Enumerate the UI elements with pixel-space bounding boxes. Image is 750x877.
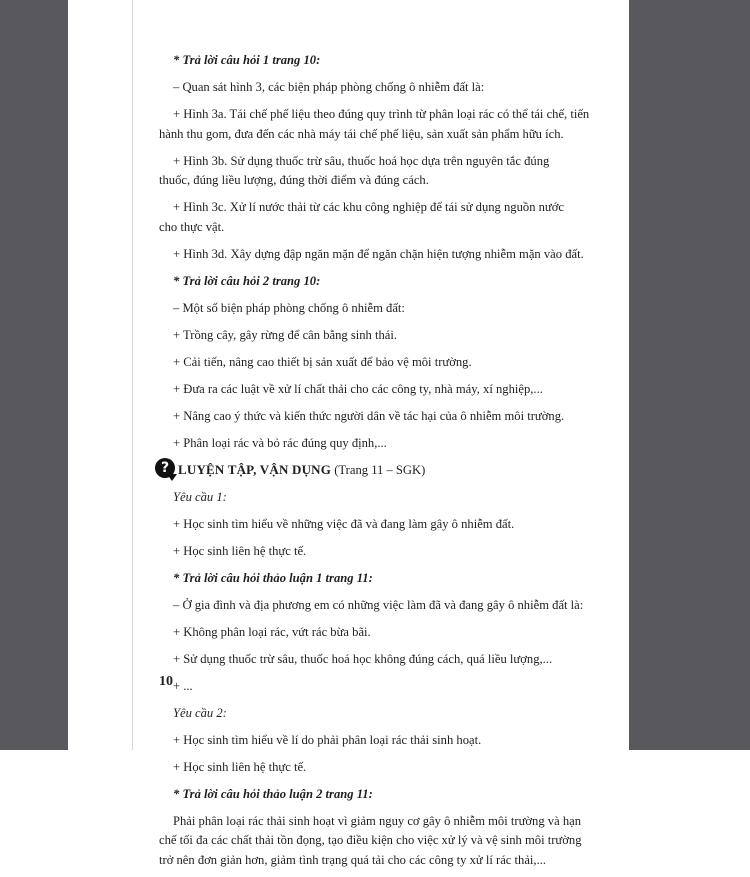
page-number: 10 [159, 674, 173, 689]
text-line: + Hình 3b. Sử dụng thuốc trừ sâu, thuốc hoá học dựa trên nguyên tắc đúng [173, 153, 550, 168]
viewer-frame-left [0, 0, 68, 750]
text-line: cho thực vật. [159, 219, 225, 234]
text-line: – Quan sát hình 3, các biện pháp phòng chống ô nhiễm đất là: [173, 80, 485, 94]
requirement-heading: Yêu cầu 2: [173, 705, 227, 720]
document-page [132, 0, 629, 867]
text-line: + Sử dụng thuốc trừ sâu, thuốc hoá học không đúng cách, quá liều lượng,... [173, 651, 553, 666]
text-line: – Ở gia đình và địa phương em có những việc làm đã và đang gây ô nhiễm đất là: [173, 597, 584, 612]
text-line: + Học sinh liên hệ thực tế. [173, 759, 307, 774]
text-line: thuốc, đúng liều lượng, đúng thời điểm và đúng cách. [159, 173, 429, 187]
answer-heading: * Trả lời câu hỏi 2 trang 10: [173, 273, 321, 288]
text-line: hành thu gom, đưa đến các nhà máy tái chế phế liệu, sản xuất sản phẩm hữu ích. [159, 126, 564, 141]
viewer-frame-right [628, 0, 750, 750]
answer-heading: * Trả lời câu hỏi thảo luận 1 trang 11: [173, 570, 373, 585]
question-bubble-tail-icon [167, 474, 177, 481]
text-line: + Phân loại rác và bỏ rác đúng quy định,... [173, 435, 387, 450]
section-title-text: LUYỆN TẬP, VẬN DỤNG [178, 461, 332, 477]
answer-heading: * Trả lời câu hỏi 1 trang 10: [173, 53, 321, 67]
text-line: + Học sinh liên hệ thực tế. [173, 543, 307, 558]
text-line: + Trồng cây, gây rừng để cân bằng sinh thái. [173, 327, 398, 342]
text-line: + ... [173, 678, 193, 693]
text-line: + Hình 3a. Tái chế phế liệu theo đúng quy trình từ phân loại rác có thể tái chế, tiến [173, 107, 590, 121]
text-line: + Hình 3d. Xây dựng đập ngăn mặn để ngăn chặn hiện tượng nhiễm mặn vào đất. [173, 246, 584, 261]
text-line: + Hình 3c. Xử lí nước thải từ các khu công nghiệp để tái sử dụng nguồn nước [173, 200, 565, 214]
section-title-page-ref: (Trang 11 – SGK) [331, 462, 426, 477]
text-line: trở nên đơn giản hơn, giảm tình trạng quá tải cho các công ty xử lí rác thải,... [159, 852, 547, 867]
requirement-heading: Yêu cầu 1: [173, 489, 227, 504]
answer-heading: * Trả lời câu hỏi thảo luận 2 trang 11: [173, 786, 373, 801]
section-title [159, 460, 611, 487]
text-line: + Học sinh tìm hiểu về lí do phải phân loại rác thải sinh hoạt. [173, 732, 482, 747]
text-line: chế tối đa các chất thải tồn đọng, tạo điều kiện cho việc xử lý và vệ sinh môi trường [159, 833, 582, 847]
text-line: + Cải tiến, nâng cao thiết bị sản xuất để bảo vệ môi trường. [173, 354, 472, 369]
question-mark-icon: ? [155, 458, 175, 478]
text-line: Phải phân loại rác thải sinh hoạt vì giảm nguy cơ gây ô nhiễm môi trường và hạn [173, 813, 582, 828]
text-line: – Một số biện pháp phòng chống ô nhiễm đất: [173, 300, 405, 315]
text-line: + Không phân loại rác, vứt rác bừa bãi. [173, 624, 371, 639]
page-content [159, 50, 611, 877]
text-line: + Nâng cao ý thức và kiến thức người dân về tác hại của ô nhiễm môi trường. [173, 408, 565, 423]
text-line: + Đưa ra các luật về xử lí chất thải cho các công ty, nhà máy, xí nghiệp,... [173, 381, 543, 396]
text-line: + Học sinh tìm hiểu về những việc đã và đang làm gây ô nhiễm đất. [173, 516, 515, 531]
